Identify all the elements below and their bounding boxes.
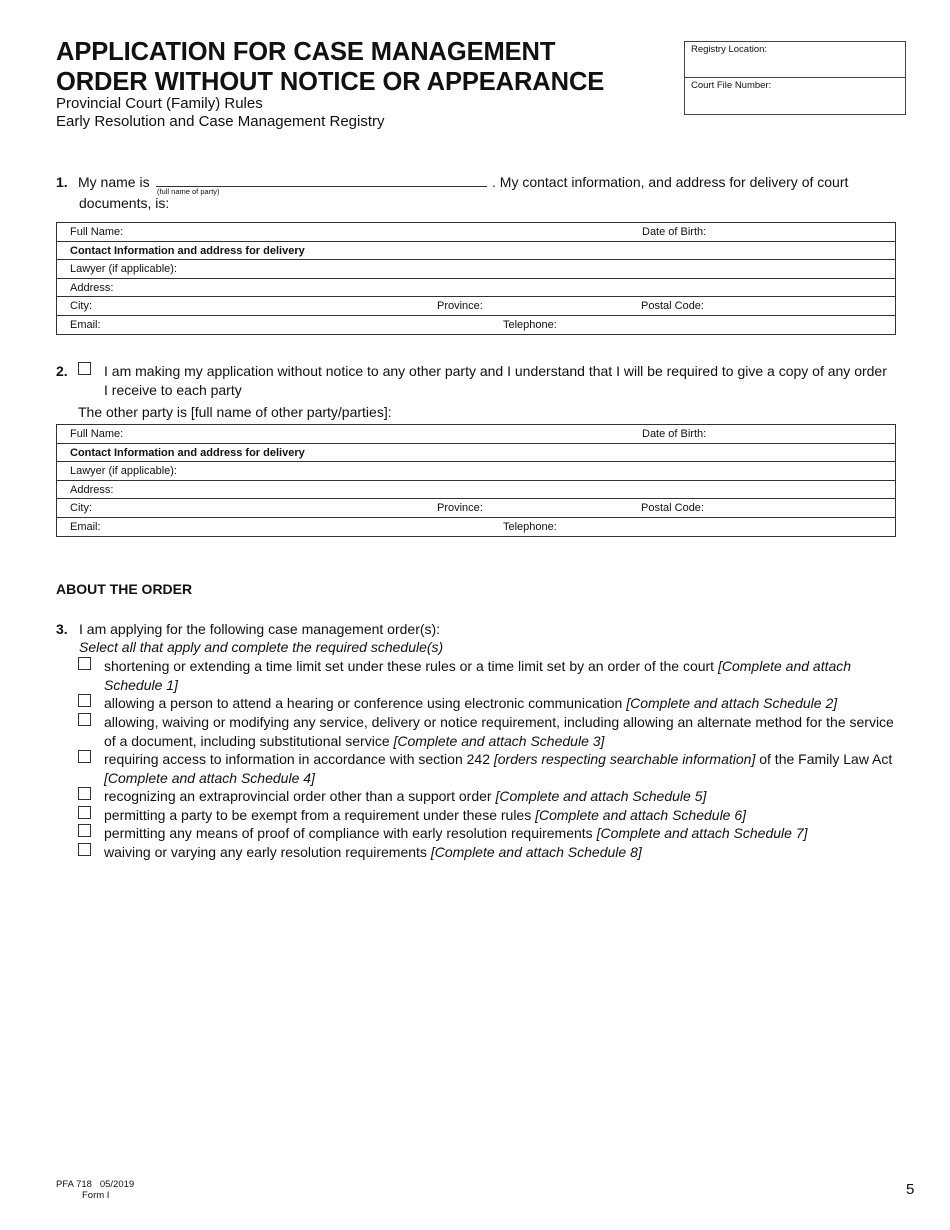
option-text: waiving or varying any early resolution requirements [104,844,427,860]
province-field[interactable]: Province: [437,502,483,514]
option-note: [Complete and attach Schedule 2] [626,695,838,711]
section-1-continuation: documents, is: [79,195,170,211]
court-file-number-field[interactable] [685,78,905,114]
option-note: [Complete and attach Schedule 1] [104,658,852,693]
schedule-8-checkbox[interactable] [78,843,91,856]
full-name-field[interactable]: Full Name: [70,428,124,440]
table-row [57,481,895,500]
section-2-text [104,362,904,399]
schedule-3-checkbox[interactable] [78,713,91,726]
without-notice-checkbox[interactable] [78,362,91,375]
section-3-number: 3. [56,621,68,637]
section-3-intro: I am applying for the following case management order(s): [79,621,441,637]
table-row [57,260,895,279]
table-row [57,316,895,335]
schedule-1-checkbox[interactable] [78,657,91,670]
option-text: requiring access to information in accordance with section 242 [104,751,490,767]
registry-box [684,41,906,115]
schedule-8-option [104,843,904,862]
schedule-7-option [104,824,904,843]
party-contact-table [56,222,896,335]
section-1-number: 1. [56,174,68,190]
schedule-2-option [104,694,904,713]
option-text: recognizing an extraprovincial order other than a support order [104,788,492,804]
rules-subtitle: Provincial Court (Family) Rules [56,95,263,112]
schedule-5-checkbox[interactable] [78,787,91,800]
address-field[interactable]: Address: [70,281,114,294]
option-text: permitting any means of proof of compliance with early resolution requirements [104,825,593,841]
schedule-4-checkbox[interactable] [78,750,91,763]
city-field[interactable]: City: [70,502,92,514]
other-party-label: The other party is [full name of other party/parties]: [78,404,392,420]
schedule-5-option [104,787,904,806]
form-title [56,37,604,97]
form-title-line1: APPLICATION FOR CASE MANAGEMENT [56,38,556,66]
email-field[interactable]: Email: [70,318,101,331]
table-row [57,279,895,298]
lawyer-field[interactable]: Lawyer (if applicable): [70,263,177,275]
option-note: [Complete and attach Schedule 5] [495,788,707,804]
schedule-1-option [104,657,904,694]
dob-field[interactable]: Date of Birth: [642,428,707,440]
postal-code-field[interactable]: Postal Code: [641,502,704,514]
schedule-4-option [104,750,904,787]
about-order-heading: ABOUT THE ORDER [56,581,193,597]
section-2-line2: I receive to each party [104,381,242,398]
option-note: [Complete and attach Schedule 3] [393,732,605,749]
option-note-mid: [orders respecting searchable information] [493,751,756,767]
section-1-suffix: . My contact information, and address for delivery of court [492,174,849,190]
page-number: 5 [906,1181,915,1198]
telephone-field[interactable]: Telephone: [503,520,557,533]
province-field[interactable]: Province: [437,300,483,312]
registry-location-label: Registry Location: [691,44,768,55]
postal-code-field[interactable]: Postal Code: [641,300,704,312]
option-note: [Complete and attach Schedule 4] [104,769,315,786]
section-1-prefix: My name is [78,174,150,190]
option-text: allowing a person to attend a hearing or conference using electronic communication [104,695,623,711]
option-note: [Complete and attach Schedule 6] [535,807,747,823]
form-name: Form I [82,1190,110,1201]
table-row [57,425,895,444]
option-text-after: of the Family Law Act [759,751,893,767]
city-field[interactable]: City: [70,300,92,312]
party-name-hint: (full name of party) [157,187,220,196]
option-note: [Complete and attach Schedule 8] [430,844,642,860]
table-row [57,223,895,242]
table-row [57,518,895,537]
dob-field[interactable]: Date of Birth: [642,226,707,238]
option-text: allowing, waiving or modifying any service, delivery or notice requirement, including allowing an alternate method for the service of a document, including substitutional service [104,714,894,749]
schedule-7-checkbox[interactable] [78,824,91,837]
section-3-instruction: Select all that apply and complete the required schedule(s) [79,639,444,655]
contact-header: Contact Information and address for delivery [70,446,305,459]
address-field[interactable]: Address: [70,483,114,496]
form-title-line2: ORDER WITHOUT NOTICE OR APPEARANCE [56,68,605,96]
schedule-2-checkbox[interactable] [78,694,91,707]
schedule-6-checkbox[interactable] [78,806,91,819]
option-note: [Complete and attach Schedule 7] [596,825,808,841]
email-field[interactable]: Email: [70,520,101,533]
table-row [57,462,895,481]
section-2-number: 2. [56,363,68,379]
schedule-6-option [104,806,904,825]
registry-subtitle: Early Resolution and Case Management Registry [56,113,385,130]
table-row [57,297,895,316]
schedule-3-option [104,713,904,750]
table-row [57,444,895,463]
telephone-field[interactable]: Telephone: [503,318,557,331]
court-file-number-label: Court File Number: [691,80,772,91]
table-row [57,499,895,518]
full-name-field[interactable]: Full Name: [70,226,124,238]
lawyer-field[interactable]: Lawyer (if applicable): [70,465,177,477]
form-code: PFA 718 05/2019 [56,1179,135,1190]
option-text: permitting a party to be exempt from a requirement under these rules [104,807,532,823]
option-text: shortening or extending a time limit set under these rules or a time limit set by an order of the court [104,658,715,674]
contact-header: Contact Information and address for delivery [70,244,305,257]
other-party-contact-table [56,424,896,537]
section-2-line1: I am making my application without notice to any other party and I understand that I will be required to give a copy of any order [104,363,887,379]
table-row [57,242,895,261]
registry-location-field[interactable] [685,42,905,78]
